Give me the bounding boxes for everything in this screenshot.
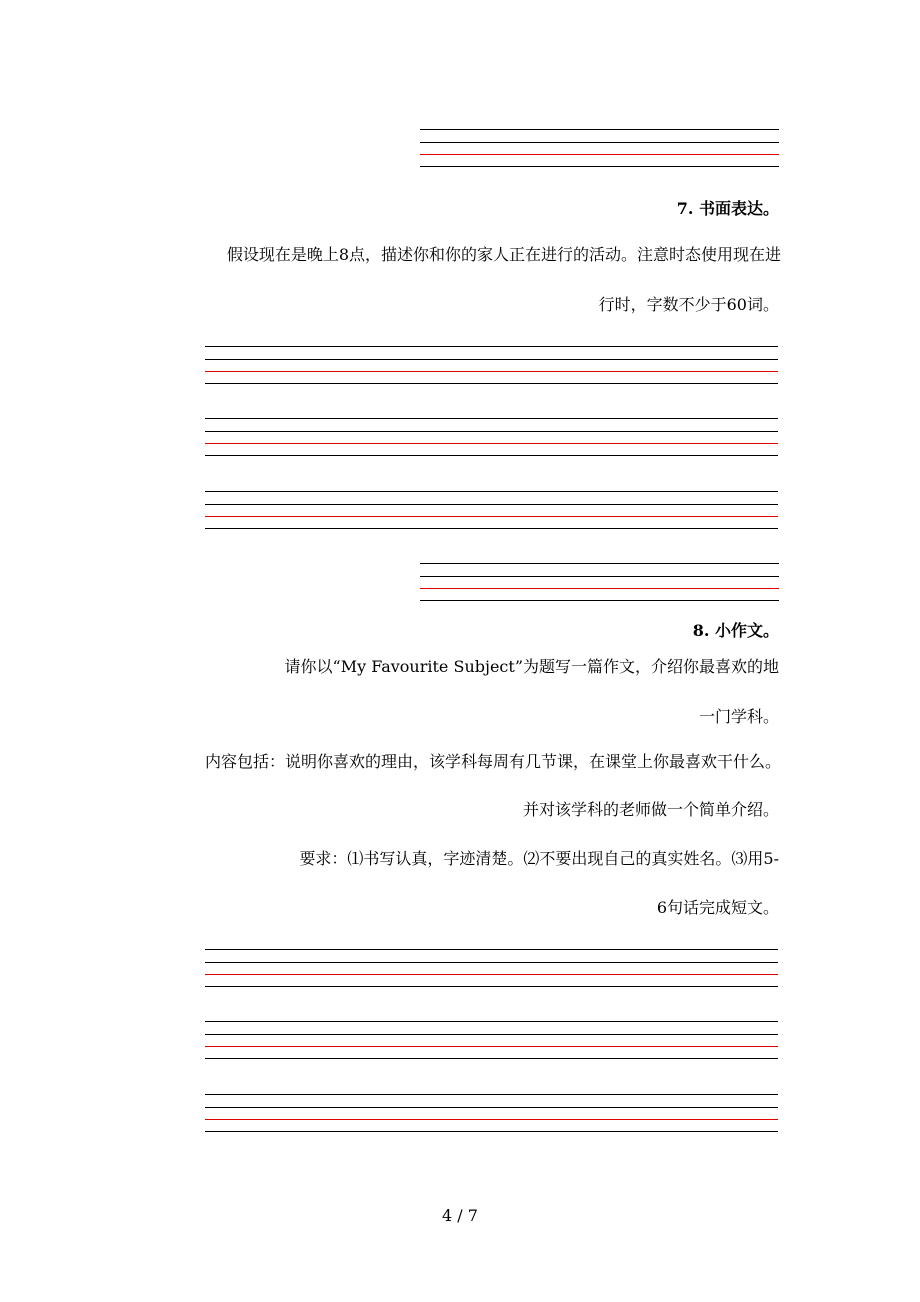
writing-lines-7-d[interactable]: [420, 563, 779, 603]
page-number: 4 / 7: [442, 1206, 478, 1225]
section-7-prompt-line-2: 行时，字数不少于60词。: [598, 295, 779, 314]
writing-lines-top[interactable]: [420, 129, 779, 169]
writing-lines-7-c[interactable]: [205, 491, 778, 531]
section-7-prompt-line-1: 假设现在是晚上8点，描述你和你的家人正在进行的活动。注意时态使用现在进: [226, 245, 781, 264]
section-8-requirements-line-2: 6句话完成短文。: [656, 898, 779, 917]
section-8-intro-line-1: 请你以“My Favourite Subject”为题写一篇作文，介绍你最喜欢的地: [284, 657, 779, 676]
writing-lines-8-a[interactable]: [205, 949, 778, 989]
writing-lines-7-a[interactable]: [205, 346, 778, 386]
section-8-intro-line-2: 一门学科。: [698, 707, 779, 726]
section-7-heading: 7. 书面表达。: [676, 199, 779, 218]
writing-lines-7-b[interactable]: [205, 418, 778, 458]
section-8-heading: 8. 小作文。: [692, 621, 779, 640]
section-8-content-line-1: 内容包括：说明你喜欢的理由，该学科每周有几节课，在课堂上你最喜欢干什么。: [204, 752, 781, 771]
section-8-content-line-2: 并对该学科的老师做一个简单介绍。: [522, 800, 779, 819]
section-8-requirements-line-1: 要求：⑴书写认真，字迹清楚。⑵不要出现自己的真实姓名。⑶用5-: [299, 849, 779, 868]
writing-lines-8-b[interactable]: [205, 1021, 778, 1061]
writing-lines-8-c[interactable]: [205, 1094, 778, 1134]
